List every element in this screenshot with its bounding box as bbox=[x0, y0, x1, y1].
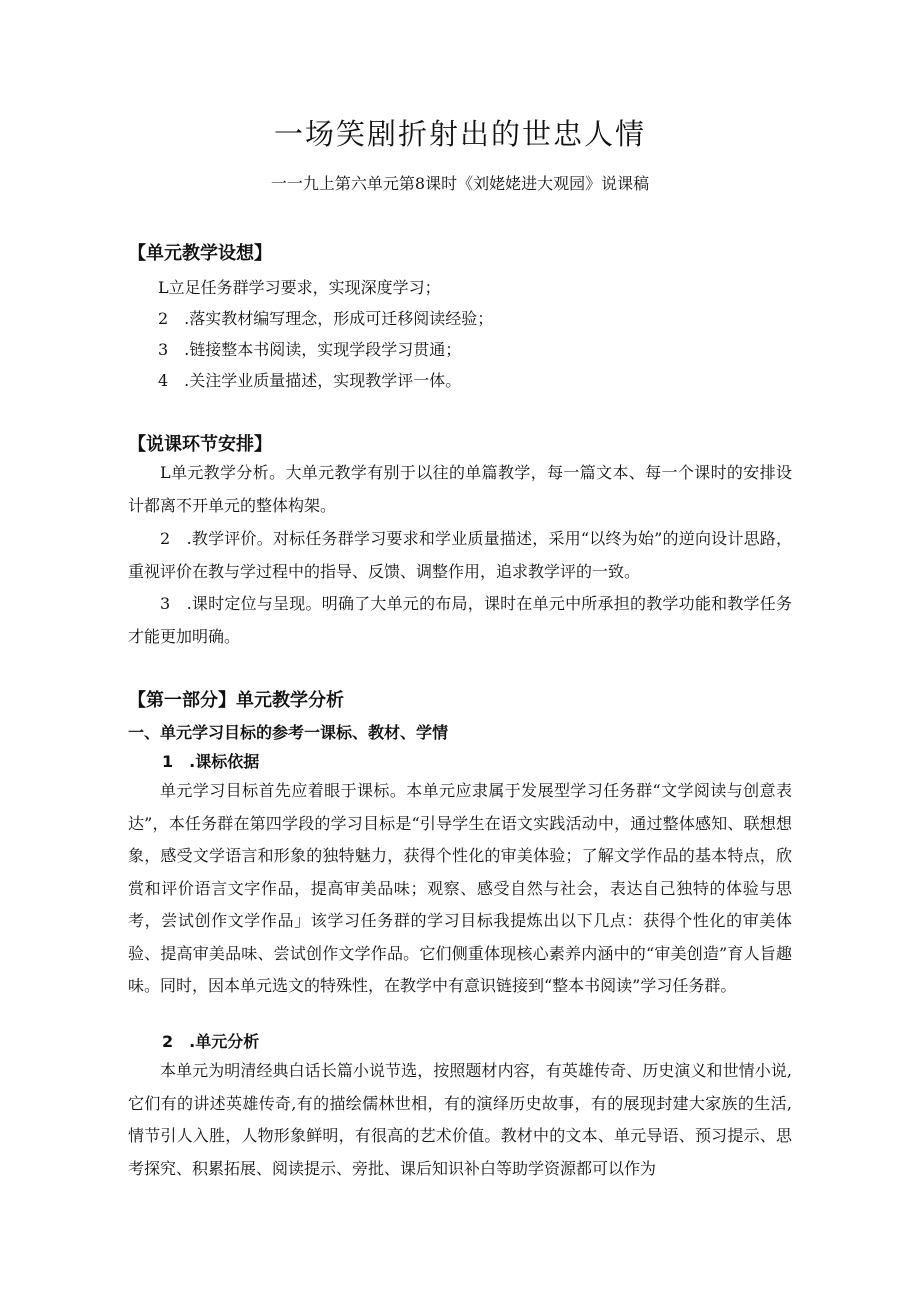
unit-analysis-heading: 2 .单元分析 bbox=[162, 1032, 260, 1051]
unit-design-item-4: 4 .关注学业质量描述，实现教学评一体。 bbox=[158, 371, 462, 390]
lesson-arrangement-para-1: L单元教学分析。大单元教学有别于以往的单篇教学，每一篇文本、每一个课时的安排设计都离不开单元的整体构架。 bbox=[128, 463, 792, 515]
lesson-arrangement-heading: 【说课环节安排】 bbox=[128, 434, 272, 455]
document-subtitle: 一一九上第六单元第8课时《刘姥姥进大观园》说课稿 bbox=[270, 174, 650, 193]
lesson-arrangement-para-3: 3 .课时定位与呈现。明确了大单元的布局，课时在单元中所承担的教学功能和教学任务才能更加明确。 bbox=[128, 594, 792, 646]
unit-design-item-1: L立足任务群学习要求，实现深度学习； bbox=[158, 278, 441, 297]
unit-design-item-3: 3 .链接整本书阅读，实现学段学习贯通； bbox=[158, 340, 462, 359]
part-one-subheading: 一、单元学习目标的参考一课标、教材、学情 bbox=[128, 723, 449, 742]
part-one-heading: 【第一部分】单元教学分析 bbox=[128, 690, 344, 711]
document-title: 一场笑剧折射出的世忠人情 bbox=[273, 117, 646, 151]
unit-design-heading: 【单元教学设想】 bbox=[128, 243, 272, 264]
lesson-arrangement-para-2: 2 .教学评价。对标任务群学习要求和学业质量描述，采用“以终为始”的逆向设计思路，重视评价在教与学过程中的指导、反馈、调整作用，追求教学评的一致。 bbox=[128, 529, 792, 581]
unit-analysis-para: 本单元为明清经典白话长篇小说节选，按照题材内容，有英雄传奇、历史演义和世情小说,它们有的讲述英雄传奇,有的描绘儒林世相，有的演绎历史故事，有的展现封建大家族的生活,情节引人入胜，人物形象鲜明，有很高的艺术价值。教材中的文本、单元导语、预习提示、思考探究、积累拓展、阅读提示、旁批、课后知识补白等助学资源都可以作为 bbox=[128, 1061, 792, 1178]
curriculum-basis-heading: 1 .课标依据 bbox=[162, 752, 260, 771]
unit-design-item-2: 2 .落实教材编写理念，形成可迁移阅读经验； bbox=[158, 309, 494, 328]
curriculum-basis-para: 单元学习目标首先应着眼于课标。本单元应隶属于发展型学习任务群“文学阅读与创意表达”，本任务群在第四学段的学习目标是“引导学生在语文实践活动中，通过整体感知、联想想象，感受文学语言和形象的独特魅力，获得个性化的审美体验；了解文学作品的基本特点，欣赏和评价语言文字作品，提高审美品味；观察、感受自然与社会，表达自己独特的体验与思考，尝试创作文学作品」该学习任务群的学习目标我提炼出以下几点：获得个性化的审美体验、提高审美品味、尝试创作文学作品。它们侧重体现核心素养内涵中的“审美创造”育人旨趣味。同时，因本单元选文的特殊性，在教学中有意识链接到“整本书阅读”学习任务群。 bbox=[128, 781, 792, 995]
